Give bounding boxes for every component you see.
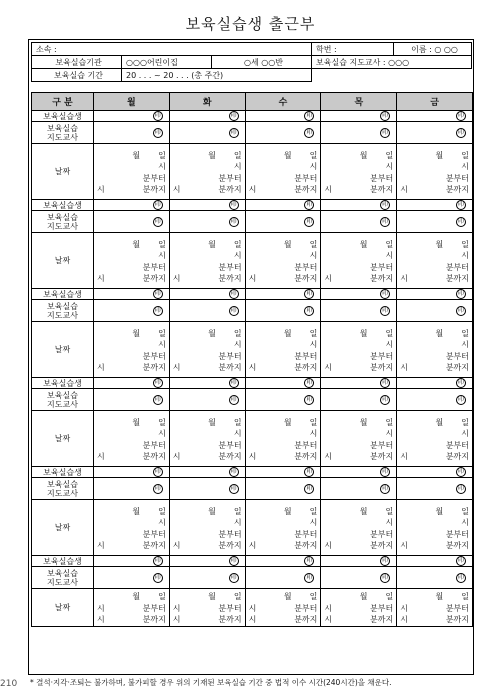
seal-cell[interactable] xyxy=(169,122,245,144)
seal-icon: 印 xyxy=(154,112,161,119)
row-label-student: 보육실습생 xyxy=(32,467,94,478)
seal-cell[interactable] xyxy=(245,378,321,389)
seal-cell[interactable] xyxy=(321,111,397,122)
seal-cell[interactable] xyxy=(94,467,170,478)
seal-cell[interactable] xyxy=(397,111,473,122)
row-label-supervisor: 보육실습 지도교사 xyxy=(32,211,94,233)
row-date xyxy=(32,500,473,556)
seal-cell[interactable] xyxy=(321,467,397,478)
date-time-cell[interactable]: 월 일 시 분부터 시 분까지 xyxy=(321,411,397,467)
seal-icon: 印 xyxy=(457,128,464,136)
col-header-day: 수 xyxy=(245,93,321,111)
date-time-cell[interactable]: 월 일 시 분부터 시 분까지 xyxy=(169,500,245,556)
date-time-cell[interactable]: 월 일 시 분부터 시 분까지 xyxy=(94,144,170,200)
seal-cell[interactable] xyxy=(397,478,473,500)
class-value: ○세 ○○반 xyxy=(212,56,312,69)
row-label-student: 보육실습생 xyxy=(32,556,94,567)
row-supervisor xyxy=(32,211,473,233)
row-student xyxy=(32,556,473,567)
col-header-day: 화 xyxy=(169,93,245,111)
row-supervisor xyxy=(32,567,473,589)
date-time-cell[interactable]: 월 일 시 분부터 시 분까지 xyxy=(169,233,245,289)
seal-icon: 印 xyxy=(154,379,161,386)
row-label-date: 날짜 xyxy=(32,144,94,200)
seal-icon: 印 xyxy=(457,395,464,403)
seal-icon: 印 xyxy=(382,379,389,386)
seal-icon: 印 xyxy=(306,128,313,136)
period-label: 보육실습 기간 xyxy=(32,69,122,82)
seal-icon: 印 xyxy=(382,484,389,492)
seal-cell[interactable] xyxy=(94,378,170,389)
date-time-cell[interactable]: 월 일 시 분부터 시 분까지 xyxy=(397,144,473,200)
seal-cell[interactable] xyxy=(169,478,245,500)
seal-icon: 印 xyxy=(154,306,161,314)
seal-cell[interactable] xyxy=(321,478,397,500)
seal-cell[interactable] xyxy=(169,300,245,322)
seal-cell[interactable] xyxy=(94,122,170,144)
seal-icon: 印 xyxy=(154,573,161,581)
date-time-cell[interactable]: 월 일 시 분부터 시 분까지 xyxy=(169,411,245,467)
seal-cell[interactable] xyxy=(397,300,473,322)
col-header-day: 목 xyxy=(321,93,397,111)
seal-icon: 印 xyxy=(382,201,389,208)
row-student xyxy=(32,200,473,211)
seal-cell[interactable] xyxy=(321,211,397,233)
institution-label: 보육실습기관 xyxy=(32,56,122,69)
seal-cell[interactable] xyxy=(169,211,245,233)
seal-cell[interactable] xyxy=(245,122,321,144)
seal-cell[interactable] xyxy=(321,389,397,411)
info-blank xyxy=(312,69,472,82)
seal-cell[interactable] xyxy=(397,567,473,589)
date-time-cell[interactable]: 월 일 시 분부터 시 분까지 xyxy=(245,322,321,378)
seal-cell[interactable] xyxy=(245,467,321,478)
seal-icon: 印 xyxy=(230,290,237,297)
row-label-student: 보육실습생 xyxy=(32,289,94,300)
seal-icon: 印 xyxy=(457,217,464,225)
row-label-supervisor: 보육실습 지도교사 xyxy=(32,300,94,322)
seal-icon: 印 xyxy=(457,468,464,475)
row-label-student: 보육실습생 xyxy=(32,200,94,211)
seal-cell[interactable] xyxy=(245,111,321,122)
date-time-cell[interactable]: 월 일 시 분부터 시 분까지 xyxy=(397,233,473,289)
date-time-cell[interactable]: 월 일 시 분부터 시 분까지 xyxy=(94,589,170,627)
row-supervisor xyxy=(32,389,473,411)
seal-cell[interactable] xyxy=(169,111,245,122)
date-time-cell[interactable]: 월 일 시 분부터 시 분까지 xyxy=(245,233,321,289)
seal-cell[interactable] xyxy=(397,389,473,411)
student-name-label: 이름 : ○ ○○ xyxy=(394,43,472,56)
seal-icon: 印 xyxy=(154,201,161,208)
seal-cell[interactable] xyxy=(397,122,473,144)
col-header-day: 금 xyxy=(397,93,473,111)
page-title: 보육실습생 출근부 xyxy=(185,15,316,33)
seal-icon: 印 xyxy=(382,573,389,581)
row-label-date: 날짜 xyxy=(32,233,94,289)
date-time-cell[interactable]: 월 일 시 분부터 시 분까지 xyxy=(245,411,321,467)
supervisor-label: 보육실습 지도교사 : ○○○ xyxy=(312,56,472,69)
seal-icon: 印 xyxy=(457,379,464,386)
row-student xyxy=(32,467,473,478)
date-time-cell[interactable]: 월 일 시 분부터 시 분까지 xyxy=(321,589,397,627)
date-time-cell[interactable]: 월 일 시 분부터 시 분까지 xyxy=(245,500,321,556)
seal-cell[interactable] xyxy=(169,378,245,389)
institution-value: ○○○어린이집 xyxy=(122,56,212,69)
row-student xyxy=(32,378,473,389)
seal-cell[interactable] xyxy=(321,556,397,567)
seal-cell[interactable] xyxy=(94,389,170,411)
seal-icon: 印 xyxy=(230,306,237,314)
seal-icon: 印 xyxy=(457,557,464,564)
seal-cell[interactable] xyxy=(321,200,397,211)
date-time-cell[interactable]: 월 일 시 분부터 시 분까지 xyxy=(397,322,473,378)
row-date xyxy=(32,411,473,467)
seal-cell[interactable] xyxy=(169,467,245,478)
row-supervisor xyxy=(32,300,473,322)
row-label-date: 날짜 xyxy=(32,500,94,556)
seal-cell[interactable] xyxy=(321,300,397,322)
seal-cell[interactable] xyxy=(245,389,321,411)
seal-cell[interactable] xyxy=(245,567,321,589)
seal-icon: 印 xyxy=(306,217,313,225)
seal-icon: 印 xyxy=(154,128,161,136)
row-date xyxy=(32,233,473,289)
date-time-cell[interactable]: 월 일 시 분부터 시 분까지 xyxy=(169,322,245,378)
seal-cell[interactable] xyxy=(169,289,245,300)
seal-cell[interactable] xyxy=(397,556,473,567)
seal-icon: 印 xyxy=(306,290,313,297)
seal-icon: 印 xyxy=(230,557,237,564)
seal-icon: 印 xyxy=(382,306,389,314)
date-time-cell[interactable]: 월 일 시 분부터 시 분까지 xyxy=(397,500,473,556)
seal-cell[interactable] xyxy=(245,211,321,233)
seal-icon: 印 xyxy=(306,306,313,314)
date-time-cell[interactable]: 월 일 시 분부터 시 분까지 xyxy=(94,322,170,378)
date-time-cell[interactable]: 월 일 시 분부터 시 분까지 xyxy=(321,322,397,378)
row-label-supervisor: 보육실습 지도교사 xyxy=(32,567,94,589)
date-time-cell[interactable]: 월 일 시 분부터 시 분까지 xyxy=(94,500,170,556)
seal-cell[interactable] xyxy=(169,389,245,411)
seal-cell[interactable] xyxy=(321,567,397,589)
seal-icon: 印 xyxy=(154,290,161,297)
row-label-student: 보육실습생 xyxy=(32,378,94,389)
seal-icon: 印 xyxy=(230,112,237,119)
period-value: 20 . . . ~ 20 . . . (총 주간) xyxy=(122,69,312,82)
row-label-supervisor: 보육실습 지도교사 xyxy=(32,389,94,411)
col-header-day: 월 xyxy=(94,93,170,111)
seal-icon: 印 xyxy=(306,484,313,492)
seal-icon: 印 xyxy=(154,484,161,492)
seal-cell[interactable] xyxy=(245,478,321,500)
date-time-cell[interactable]: 월 일 시 분부터 시 분까지 xyxy=(321,233,397,289)
seal-icon: 印 xyxy=(154,557,161,564)
seal-icon: 印 xyxy=(230,573,237,581)
seal-icon: 印 xyxy=(306,468,313,475)
seal-cell[interactable] xyxy=(397,289,473,300)
seal-icon: 印 xyxy=(457,306,464,314)
seal-icon: 印 xyxy=(457,201,464,208)
seal-cell[interactable] xyxy=(94,211,170,233)
date-time-cell[interactable]: 월 일 시 분부터 시 분까지 xyxy=(169,144,245,200)
seal-icon: 印 xyxy=(306,201,313,208)
col-header-category: 구 분 xyxy=(32,93,94,111)
seal-icon: 印 xyxy=(306,557,313,564)
seal-icon: 印 xyxy=(382,128,389,136)
attendance-grid xyxy=(31,92,473,627)
seal-cell[interactable] xyxy=(397,378,473,389)
seal-icon: 印 xyxy=(230,395,237,403)
date-time-cell[interactable]: 월 일 시 분부터 시 분까지 xyxy=(321,144,397,200)
seal-cell[interactable] xyxy=(94,567,170,589)
seal-icon: 印 xyxy=(230,128,237,136)
seal-cell[interactable] xyxy=(245,200,321,211)
seal-icon: 印 xyxy=(382,395,389,403)
seal-cell[interactable] xyxy=(94,478,170,500)
seal-icon: 印 xyxy=(382,217,389,225)
row-date xyxy=(32,589,473,627)
row-label-student: 보육실습생 xyxy=(32,111,94,122)
seal-cell[interactable] xyxy=(321,378,397,389)
seal-cell[interactable] xyxy=(321,122,397,144)
date-time-cell[interactable]: 월 일 시 분부터 시 분까지 xyxy=(94,233,170,289)
seal-icon: 印 xyxy=(382,468,389,475)
seal-cell[interactable] xyxy=(94,111,170,122)
seal-icon: 印 xyxy=(230,217,237,225)
seal-cell[interactable] xyxy=(94,300,170,322)
seal-icon: 印 xyxy=(457,573,464,581)
page-number: 210 xyxy=(0,679,18,689)
seal-cell[interactable] xyxy=(245,556,321,567)
seal-cell[interactable] xyxy=(169,200,245,211)
row-student xyxy=(32,111,473,122)
row-label-date: 날짜 xyxy=(32,322,94,378)
seal-icon: 印 xyxy=(306,395,313,403)
seal-icon: 印 xyxy=(154,468,161,475)
seal-icon: 印 xyxy=(306,379,313,386)
seal-cell[interactable] xyxy=(169,556,245,567)
seal-cell[interactable] xyxy=(397,200,473,211)
row-student xyxy=(32,289,473,300)
row-label-date: 날짜 xyxy=(32,411,94,467)
row-label-date: 날짜 xyxy=(32,589,94,627)
row-date xyxy=(32,144,473,200)
date-time-cell[interactable]: 월 일 시 분부터 시 분까지 xyxy=(321,500,397,556)
student-id-label: 학번 : xyxy=(312,43,394,56)
seal-icon: 印 xyxy=(306,573,313,581)
affiliation-label: 소속 : xyxy=(32,43,312,56)
info-table xyxy=(31,42,472,82)
date-time-cell[interactable]: 월 일 시 분부터 시 분까지 xyxy=(245,589,321,627)
date-time-cell[interactable]: 월 일 시 분부터 시 분까지 xyxy=(397,411,473,467)
date-time-cell[interactable]: 월 일 시 분부터 시 분까지 xyxy=(169,589,245,627)
row-supervisor xyxy=(32,122,473,144)
row-label-supervisor: 보육실습 지도교사 xyxy=(32,122,94,144)
row-supervisor xyxy=(32,478,473,500)
seal-icon: 印 xyxy=(230,379,237,386)
seal-icon: 印 xyxy=(457,484,464,492)
footnote: * 결석·지각·조퇴는 불가하며, 불가피할 경우 위의 기재된 보육실습 기간 중 법적 이수 시간(240시간)을 채운다. xyxy=(30,678,392,687)
seal-icon: 印 xyxy=(230,468,237,475)
seal-cell[interactable] xyxy=(94,200,170,211)
seal-cell[interactable] xyxy=(397,467,473,478)
seal-cell[interactable] xyxy=(397,211,473,233)
seal-cell[interactable] xyxy=(94,289,170,300)
seal-icon: 印 xyxy=(230,484,237,492)
seal-icon: 印 xyxy=(154,395,161,403)
seal-cell[interactable] xyxy=(169,567,245,589)
seal-icon: 印 xyxy=(382,112,389,119)
row-label-supervisor: 보육실습 지도교사 xyxy=(32,478,94,500)
seal-cell[interactable] xyxy=(245,300,321,322)
date-time-cell[interactable]: 월 일 시 분부터 시 분까지 xyxy=(397,589,473,627)
seal-icon: 印 xyxy=(382,557,389,564)
seal-cell[interactable] xyxy=(321,289,397,300)
seal-icon: 印 xyxy=(457,290,464,297)
seal-cell[interactable] xyxy=(245,289,321,300)
seal-icon: 印 xyxy=(457,112,464,119)
seal-icon: 印 xyxy=(230,201,237,208)
seal-cell[interactable] xyxy=(94,556,170,567)
date-time-cell[interactable]: 월 일 시 분부터 시 분까지 xyxy=(245,144,321,200)
seal-icon: 印 xyxy=(382,290,389,297)
date-time-cell[interactable]: 월 일 시 분부터 시 분까지 xyxy=(94,411,170,467)
seal-icon: 印 xyxy=(306,112,313,119)
row-date xyxy=(32,322,473,378)
seal-icon: 印 xyxy=(154,217,161,225)
